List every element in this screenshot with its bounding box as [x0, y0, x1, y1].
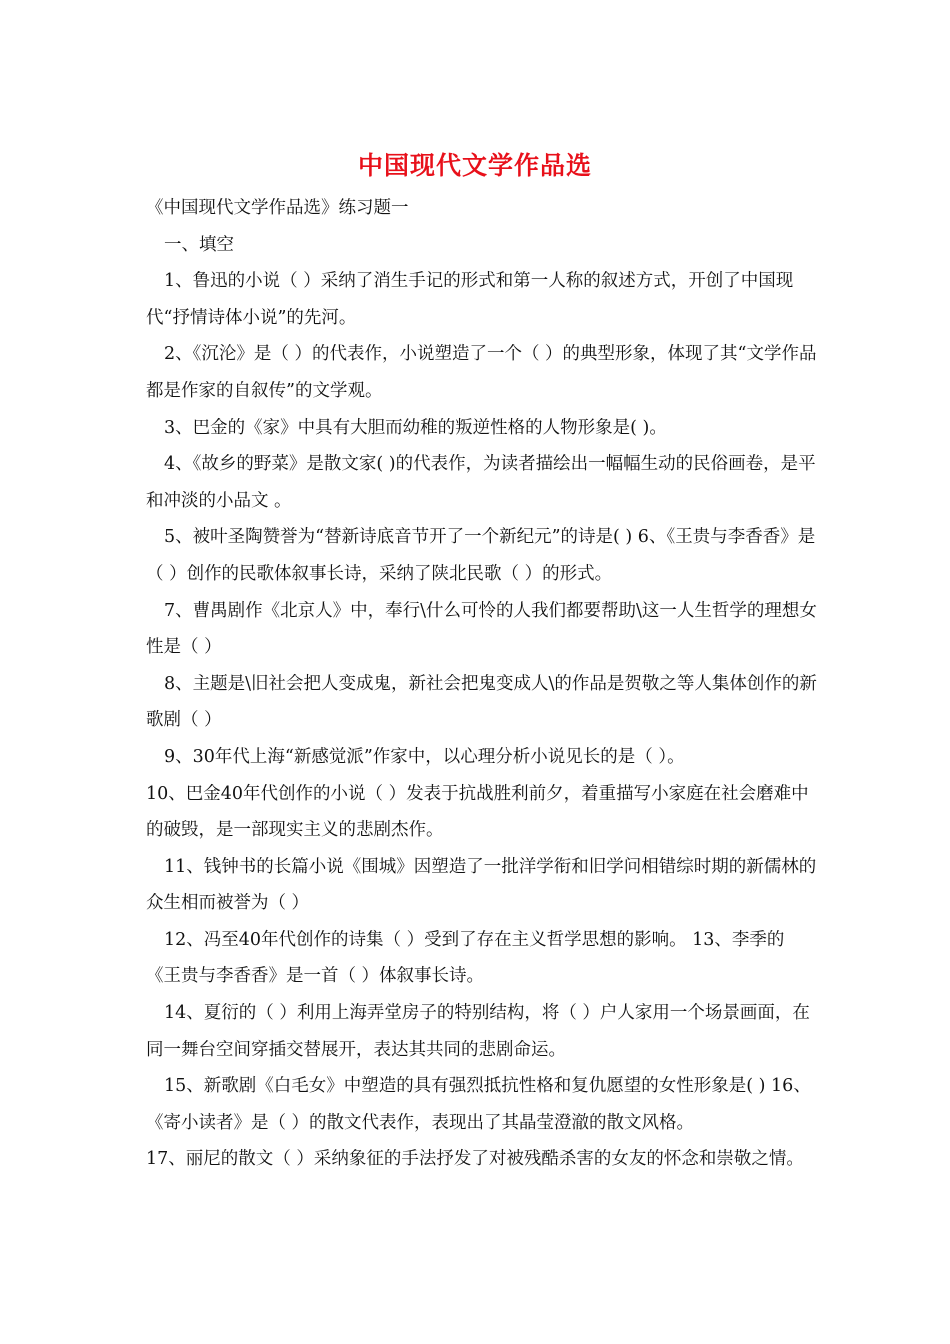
question-item: 3、巴金的《家》中具有大胆而幼稚的叛逆性格的人物形象是( )。 [164, 417, 667, 438]
question-item: 15、新歌剧《白毛女》中塑造的具有强烈抵抗性格和复仇愿望的女性形象是( ) 16、《寄小读者》是（ ）的散文代表作，表现出了其晶莹澄澈的散文风格。 [146, 1076, 811, 1133]
question-item: 11、钱钟书的长篇小说《围城》因塑造了一批洋学衔和旧学问相错综时期的新儒林的众生相而被誉为（ ） [146, 856, 817, 914]
exercise-heading: 《中国现代文学作品选》练习题一 [146, 198, 409, 218]
question-item: 10、巴金40年代创作的小说（ ）发表于抗战胜利前夕，着重描写小家庭在社会磨难中的破毁，是一部现实主义的悲剧杰作。 [146, 783, 809, 841]
question-item: 1、鲁迅的小说（ ）采纳了消生手记的形式和第一人称的叙述方式，开创了中国现代“抒情诗体小说”的先河。 [146, 271, 794, 328]
page-title: 中国现代文学作品选 [357, 151, 592, 180]
question-item: 14、夏衍的（ ）利用上海弄堂房子的特别结构，将（ ）户人家用一个场景画面，在同一舞台空间穿插交替展开，表达其共同的悲剧命运。 [146, 1003, 810, 1060]
question-item: 4、《故乡的野菜》是散文家( )的代表作，为读者描绘出一幅幅生动的民俗画卷，是平和冲淡的小品文 。 [146, 454, 816, 511]
section-heading: 一、填空 [164, 234, 234, 255]
question-item: 5、被叶圣陶赞誉为“替新诗底音节开了一个新纪元”的诗是( ) 6、《王贵与李香香》是（ ）创作的民歌体叙事长诗，采纳了陕北民歌（ ）的形式。 [146, 527, 816, 584]
question-item: 12、冯至40年代创作的诗集（ ）受到了存在主义哲学思想的影响。 13、李季的《王贵与李香香》是一首（ ）体叙事长诗。 [146, 929, 785, 987]
question-item: 9、30年代上海“新感觉派”作家中，以心理分析小说见长的是（ ）。 [164, 746, 685, 767]
question-item: 2、《沉沦》是（ ）的代表作，小说塑造了一个（ ）的典型形象，体现了其“文学作品都是作家的自叙传”的文学观。 [146, 344, 817, 401]
question-item: 8、主题是\旧社会把人变成鬼，新社会把鬼变成人\的作品是贺敬之等人集体创作的新歌剧（ ） [146, 673, 817, 731]
question-item: 17、丽尼的散文（ ）采纳象征的手法抒发了对被残酷杀害的女友的怀念和崇敬之情。 [146, 1149, 804, 1170]
document-body [146, 190, 818, 1178]
question-item: 7、曹禺剧作《北京人》中，奉行\什么可怜的人我们都要帮助\这一人生哲学的理想女性是（ ） [146, 600, 817, 658]
